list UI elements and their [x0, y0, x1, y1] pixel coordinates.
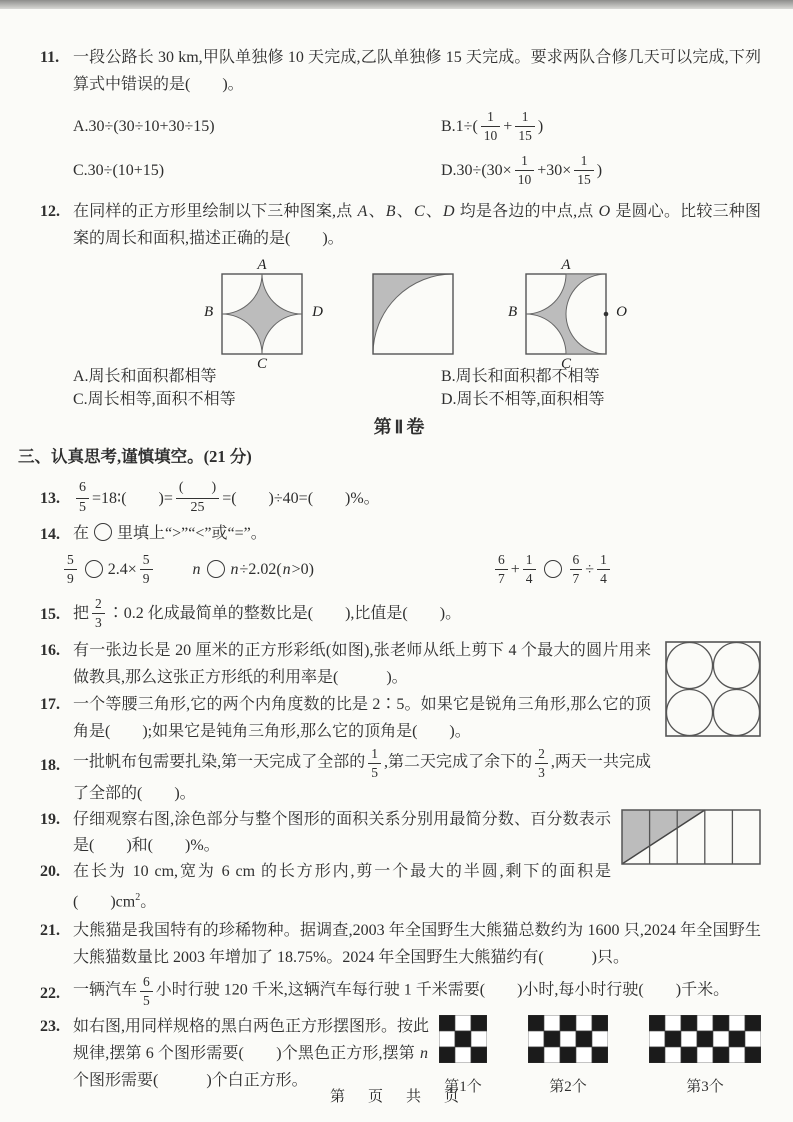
- math-variable: O: [598, 203, 611, 220]
- question-23-pattern-figures: [439, 1015, 761, 1095]
- compare-item-1: $\frac{5}{9}$ 2.4× $\frac{5}{9}$: [61, 551, 156, 587]
- comparison-circle-blank: [544, 560, 562, 578]
- question-number: 11.: [40, 49, 60, 66]
- fraction: $\frac{2}{3}$: [535, 746, 548, 780]
- checkerboard-grid: [439, 1015, 487, 1072]
- comparison-circle-blank: [85, 560, 103, 578]
- question-14-items: [67, 547, 761, 591]
- question-number: 19.: [40, 811, 60, 829]
- checkerboard-grid: [528, 1015, 608, 1072]
- compare-item-2: n n ÷2.02( n >0): [192, 556, 314, 583]
- point-label-c: C: [256, 356, 268, 372]
- question-12: [40, 198, 761, 411]
- fraction: $\frac{1}{15}$: [515, 109, 535, 143]
- option-c: C.周长相等,面积不相等: [73, 391, 236, 408]
- question-number: 17.: [40, 696, 60, 713]
- option-b: B.1÷( $\frac{1}{10}$ + $\frac{1}{15}$ ): [441, 108, 544, 143]
- checkerboard-figure-1: [439, 1015, 487, 1095]
- math-variable: B: [385, 203, 396, 220]
- fraction: $\frac{( )}{25}$: [176, 480, 219, 515]
- question-11: [40, 44, 761, 192]
- comparison-circle-blank: [94, 523, 112, 541]
- option-a: A.周长和面积都相等: [73, 368, 217, 385]
- question-16: [40, 637, 761, 691]
- question-18: [40, 745, 761, 807]
- fraction: $\frac{6}{5}$: [76, 480, 89, 515]
- question-14: [40, 521, 761, 591]
- math-variable: n: [192, 560, 201, 578]
- center-point-dot: [604, 312, 609, 317]
- math-variable: n: [420, 1045, 428, 1063]
- question-15: [40, 593, 761, 633]
- question-number: 16.: [40, 642, 60, 659]
- question-text: 在 里填上“>”“<”或“=”。: [73, 525, 267, 542]
- question-text: 有一张边长是 20 厘米的正方形彩纸(如图),张老师从纸上剪下 4 个最大的圆片用来做教具,那么这张正方形纸的利用率是( )。: [73, 642, 651, 686]
- fraction: $\frac{1}{10}$: [515, 153, 535, 187]
- point-label-c: C: [560, 356, 572, 372]
- question-text: 如右图,用同样规格的黑白两色正方形摆图形。按此规律,摆第 6 个图形需要( )个黑色正方形,摆第 n 个图形需要( )个白正方形。: [73, 1018, 430, 1090]
- question-text: 在同样的正方形里绘制以下三种图案,点 A、B、C、D 均是各边的中点,点 O 是圆心。比较三种图案的周长和面积,描述正确的是( )。: [73, 203, 761, 247]
- checkerboard-grid: [649, 1015, 761, 1072]
- point-label-a: A: [257, 257, 267, 273]
- fraction: $\frac{1}{4}$: [523, 552, 536, 586]
- question-text: 一辆汽车 $\frac{6}{5}$ 小时行驶 120 千米,这辆汽车每行驶 1 千米需要( )小时,每小时行驶( )千米。: [73, 974, 730, 1008]
- fraction: $\frac{6}{7}$: [495, 552, 508, 586]
- fraction: $\frac{6}{7}$: [570, 552, 583, 586]
- question-11-options: [73, 104, 761, 192]
- fraction: $\frac{5}{9}$: [64, 552, 77, 586]
- question-text: 一段公路长 30 km,甲队单独修 10 天完成,乙队单独修 15 天完成。要求两队合修几天可以完成,下列算式中错误的是( )。: [73, 49, 761, 93]
- question-text: 在长为 10 cm,宽为 6 cm 的长方形内,剪一个最大的半圆,剩下的面积是( )$cm^2$。: [73, 863, 611, 911]
- question-text: 仔细观察右图,涂色部分与整个图形的面积关系分别用最简分数、百分数表示是( )和( )%。: [73, 811, 611, 855]
- option-d: D.周长不相等,面积相等: [441, 391, 605, 408]
- question-number: 23.: [40, 1018, 60, 1036]
- question-number: 13.: [40, 490, 60, 507]
- star-figure-svg: [221, 273, 303, 355]
- question-text: $\frac{6}{5}$ =18∶( )= $\frac{( )}{25}$ =( )÷40=( )%。: [73, 475, 761, 521]
- question-13: [40, 475, 761, 521]
- point-label-o: O: [616, 304, 627, 321]
- half-star-figure-svg: [525, 273, 607, 355]
- checkerboard-figure-3: [649, 1015, 761, 1095]
- point-label-d: D: [312, 304, 323, 321]
- math-variable: n: [282, 560, 291, 578]
- question-number: 21.: [40, 922, 60, 940]
- compare-item-3: $\frac{6}{7}$ + $\frac{1}{4}$ $\frac{6}{7}$ ÷ $\frac{1}{4}$: [492, 551, 613, 587]
- fraction: $\frac{6}{5}$: [140, 974, 153, 1008]
- shaded-strips-figure-svg: [621, 809, 761, 865]
- question-text: 一批帆布包需要扎染,第一天完成了全部的 $\frac{1}{5}$ ,第二天完成了余下的 $\frac{2}{3}$ ,两天一共完成了全部的( )。: [73, 746, 651, 803]
- math-variable: A: [357, 203, 368, 220]
- question-number: 15.: [40, 606, 60, 623]
- scan-edge-artifact: [0, 0, 793, 9]
- fraction: $\frac{2}{3}$: [92, 596, 105, 630]
- checkerboard-figure-2: [528, 1015, 608, 1095]
- question-text: 把 $\frac{2}{3}$ ∶0.2 化成最简单的整数比是( ),比值是( )。: [73, 595, 462, 630]
- question-number: 18.: [40, 757, 60, 774]
- figure-label: 第2个: [549, 1079, 587, 1096]
- question-16-17-group: [40, 637, 761, 745]
- point-label-b: B: [204, 304, 214, 321]
- comparison-circle-blank: [207, 560, 225, 578]
- quarter-circle-figure-svg: [372, 273, 454, 355]
- math-variable: D: [443, 203, 455, 220]
- question-text: 一个等腰三角形,它的两个内角度数的比是 2∶5。如果它是锐角三角形,那么它的顶角是( );如果它是钝角三角形,那么它的顶角是( )。: [73, 696, 651, 740]
- question-12-figures: [73, 257, 761, 372]
- question-12-options: [73, 365, 761, 411]
- figure-half-star-semicircle-in-square: [508, 257, 627, 372]
- fraction: $\frac{1}{5}$: [368, 746, 381, 780]
- question-19: [40, 807, 761, 859]
- option-c: C.30÷(10+15): [73, 161, 165, 179]
- fraction: $\frac{5}{9}$: [140, 552, 153, 586]
- question-17: [40, 691, 761, 745]
- question-22: [40, 973, 761, 1009]
- option-b: B.周长和面积都不相等: [441, 368, 600, 385]
- option-d: D.30÷(30× $\frac{1}{10}$ +30× $\frac{1}{15}$ ): [441, 152, 603, 187]
- superscript: 2: [135, 892, 141, 904]
- option-a: A.30÷(30÷10+30÷15): [73, 117, 215, 135]
- question-20: [40, 859, 761, 915]
- question-21: [40, 917, 761, 971]
- math-variable: C: [413, 203, 425, 220]
- question-23: [40, 1013, 761, 1094]
- page-footer: 第 页 共 页: [329, 1089, 463, 1105]
- figure-label: 第1个: [444, 1079, 482, 1096]
- point-label-b: B: [508, 304, 518, 321]
- figure-label: 第3个: [686, 1079, 724, 1096]
- question-number: 12.: [40, 203, 60, 220]
- question-number: 22.: [40, 985, 60, 1003]
- math-variable: n: [230, 560, 239, 578]
- figure-star-in-square: [204, 257, 323, 372]
- question-text: 大熊猫是我国特有的珍稀物种。据调查,2003 年全国野生大熊猫总数约为 1600 只,2024 年全国野生大熊猫数量比 2003 年增加了 18.75%。2024 年全国野生大熊猫约有( )只。: [73, 922, 761, 967]
- fraction: $\frac{1}{10}$: [481, 109, 501, 143]
- section-3-title: 三、认真思考,谨慎填空。(21 分): [18, 447, 252, 466]
- fraction: $\frac{1}{4}$: [597, 552, 610, 586]
- figure-quarter-circle-in-square: [372, 273, 454, 355]
- question-number: 20.: [40, 863, 60, 881]
- fraction: $\frac{1}{15}$: [574, 153, 594, 187]
- question-number: 14.: [40, 526, 60, 543]
- point-label-a: A: [561, 257, 571, 273]
- part-2-header: 第Ⅱ卷: [373, 417, 428, 437]
